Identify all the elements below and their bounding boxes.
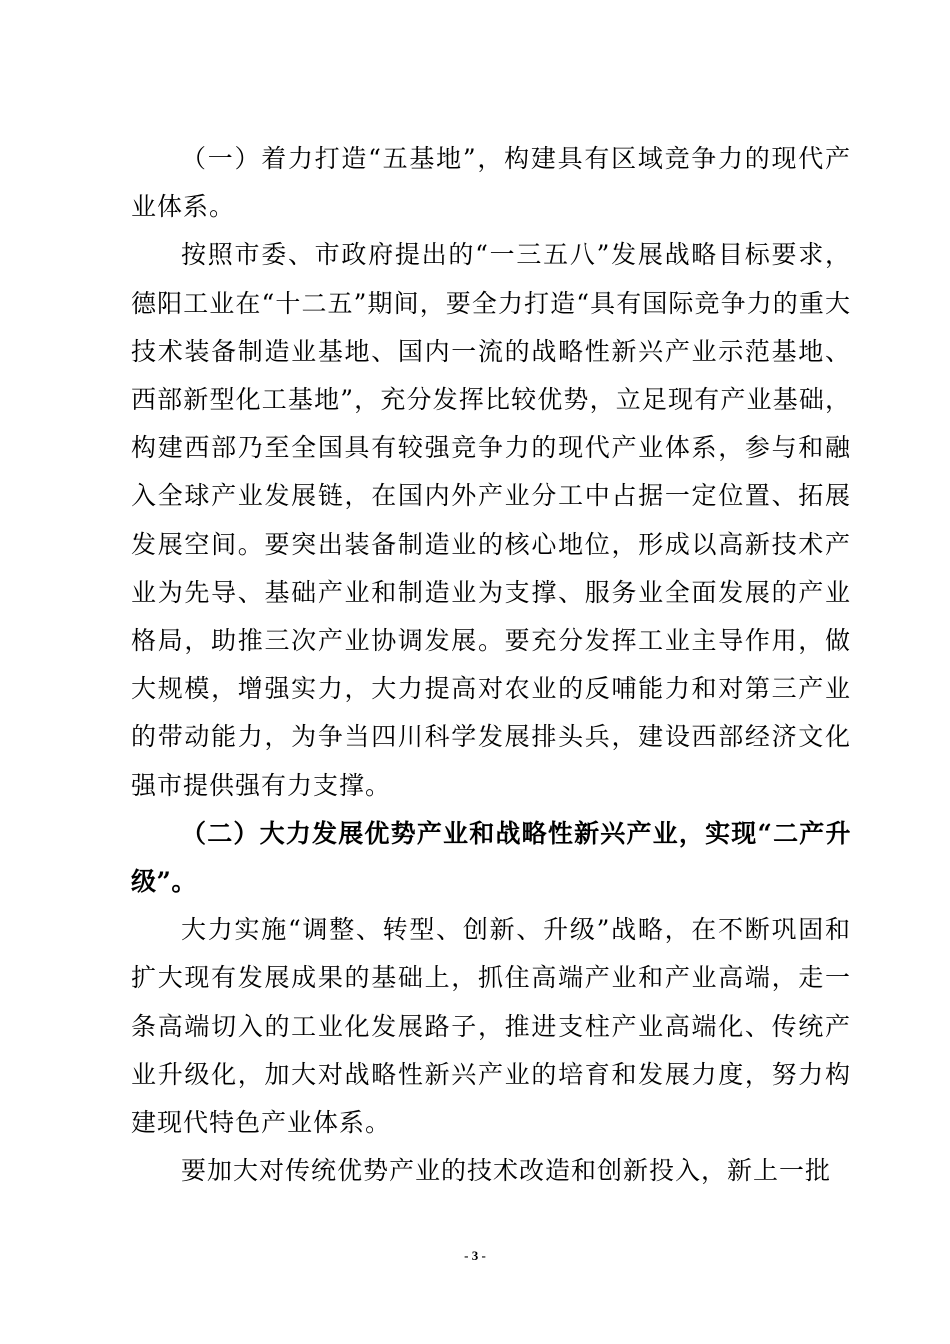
section-heading-1: （一）着力打造“五基地”，构建具有区域竞争力的现代产业体系。	[131, 144, 851, 222]
section-heading-2: （二）大力发展优势产业和战略性新兴产业，实现“二产升级”。	[131, 818, 851, 897]
body-paragraph-1: 按照市委、市政府提出的“一三五八”发展战略目标要求，德阳工业在“十二五”期间，要全力打造“具有国际竞争力的重大技术装备制造业基地、国内一流的战略性新兴产业示范基地、西部新型化工基地”，充分发挥比较优势，立足现有产业基础，构建西部乃至全国具有较强竞争力的现代产业体系，参与和融入全球产业发展链，在国内外产业分工中占据一定位置、拓展发展空间。要突出装备制造业的核心地位，形成以高新技术产业为先导、基础产业和制造业为支撑、服务业全面发展的产业格局，助推三次产业协调发展。要充分发挥工业主导作用，做大规模，增强实力，大力提高对农业的反哺能力和对第三产业的带动能力，为争当四川科学发展排头兵，建设西部经济文化强市提供强有力支撑。	[131, 240, 851, 800]
body-paragraph-2: 大力实施“调整、转型、创新、升级”战略，在不断巩固和扩大现有发展成果的基础上，抓住高端产业和产业高端，走一条高端切入的工业化发展路子，推进支柱产业高端化、传统产业升级化，加大对战略性新兴产业的培育和发展力度，努力构建现代特色产业体系。	[131, 915, 851, 1138]
document-body	[131, 135, 851, 1195]
page-number: - 3 -	[464, 1248, 486, 1263]
body-paragraph-3: 要加大对传统优势产业的技术改造和创新投入，新上一批	[181, 1156, 832, 1186]
